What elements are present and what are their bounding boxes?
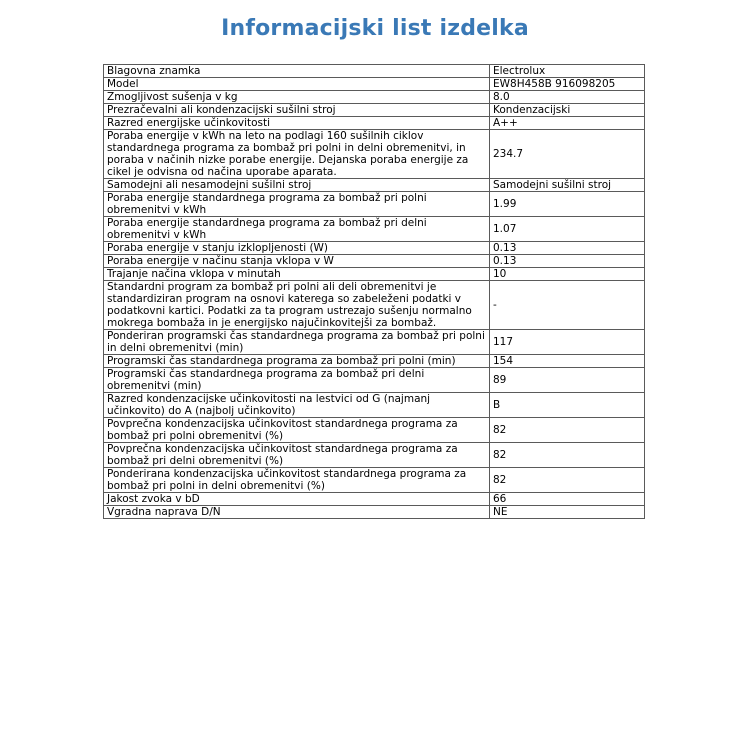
row-value: Kondenzacijski <box>490 104 645 117</box>
row-label: Trajanje načina vklopa v minutah <box>104 268 490 281</box>
row-label: Programski čas standardnega programa za bombaž pri polni (min) <box>104 355 490 368</box>
row-label: Povprečna kondenzacijska učinkovitost standardnega programa za bombaž pri polni obremenitvi (%) <box>104 418 490 443</box>
table-row <box>104 242 645 255</box>
table-row <box>104 255 645 268</box>
row-value: EW8H458B 916098205 <box>490 78 645 91</box>
product-info-table-body <box>104 65 645 519</box>
row-value: 82 <box>490 418 645 443</box>
row-label: Poraba energije v kWh na leto na podlagi 160 sušilnih ciklov standardnega programa za bombaž pri polni in delni obremenitvi, in poraba v načinih nizke porabe energije. Dejanska poraba energije za cikel je odvisna od načina uporabe aparata. <box>104 130 490 179</box>
row-value: 1.99 <box>490 192 645 217</box>
row-value: 82 <box>490 468 645 493</box>
table-row <box>104 268 645 281</box>
row-label: Programski čas standardnega programa za bombaž pri delni obremenitvi (min) <box>104 368 490 393</box>
row-label: Prezračevalni ali kondenzacijski sušilni stroj <box>104 104 490 117</box>
table-row <box>104 330 645 355</box>
row-label: Poraba energije v načinu stanja vklopa v W <box>104 255 490 268</box>
row-value: 0.13 <box>490 255 645 268</box>
table-row <box>104 355 645 368</box>
row-label: Povprečna kondenzacijska učinkovitost standardnega programa za bombaž pri delni obremenitvi (%) <box>104 443 490 468</box>
row-label: Jakost zvoka v bD <box>104 493 490 506</box>
table-row <box>104 179 645 192</box>
row-value: 234.7 <box>490 130 645 179</box>
row-label: Samodejni ali nesamodejni sušilni stroj <box>104 179 490 192</box>
page-title: Informacijski list izdelka <box>221 16 529 41</box>
row-label: Ponderiran programski čas standardnega programa za bombaž pri polni in delni obremenitvi (min) <box>104 330 490 355</box>
table-row <box>104 192 645 217</box>
row-label: Vgradna naprava D/N <box>104 506 490 519</box>
row-value: 10 <box>490 268 645 281</box>
row-label: Poraba energije v stanju izklopljenosti (W) <box>104 242 490 255</box>
row-value: A++ <box>490 117 645 130</box>
table-row <box>104 78 645 91</box>
row-value: 8.0 <box>490 91 645 104</box>
table-row <box>104 368 645 393</box>
row-value: 82 <box>490 443 645 468</box>
row-label: Ponderirana kondenzacijska učinkovitost standardnega programa za bombaž pri polni in delni obremenitvi (%) <box>104 468 490 493</box>
table-row <box>104 117 645 130</box>
table-row <box>104 65 645 78</box>
table-row <box>104 281 645 330</box>
row-value: 154 <box>490 355 645 368</box>
table-row <box>104 493 645 506</box>
table-row <box>104 468 645 493</box>
table-row <box>104 506 645 519</box>
row-value: Electrolux <box>490 65 645 78</box>
row-label: Razred energijske učinkovitosti <box>104 117 490 130</box>
table-row <box>104 443 645 468</box>
table-row <box>104 217 645 242</box>
row-value: Samodejni sušilni stroj <box>490 179 645 192</box>
row-value: 89 <box>490 368 645 393</box>
product-info-table <box>103 64 645 519</box>
row-value: 1.07 <box>490 217 645 242</box>
row-label: Poraba energije standardnega programa za bombaž pri polni obremenitvi v kWh <box>104 192 490 217</box>
row-value: B <box>490 393 645 418</box>
table-row <box>104 393 645 418</box>
row-value: 0.13 <box>490 242 645 255</box>
row-label: Poraba energije standardnega programa za bombaž pri delni obremenitvi v kWh <box>104 217 490 242</box>
row-label: Blagovna znamka <box>104 65 490 78</box>
table-row <box>104 104 645 117</box>
table-row <box>104 130 645 179</box>
table-row <box>104 91 645 104</box>
row-label: Razred kondenzacijske učinkovitosti na lestvici od G (najmanj učinkovito) do A (najbolj učinkovito) <box>104 393 490 418</box>
row-label: Zmogljivost sušenja v kg <box>104 91 490 104</box>
row-value: 66 <box>490 493 645 506</box>
row-label: Standardni program za bombaž pri polni ali deli obremenitvi je standardiziran program na osnovi katerega so zabeleženi podatki v podatkovni kartici. Podatki za ta program ustrezajo sušenju normalno mokrega bombaža in je energijsko najučinkovitejši za bombaž. <box>104 281 490 330</box>
row-value: NE <box>490 506 645 519</box>
table-row <box>104 418 645 443</box>
row-label: Model <box>104 78 490 91</box>
row-value: 117 <box>490 330 645 355</box>
row-value: - <box>490 281 645 330</box>
